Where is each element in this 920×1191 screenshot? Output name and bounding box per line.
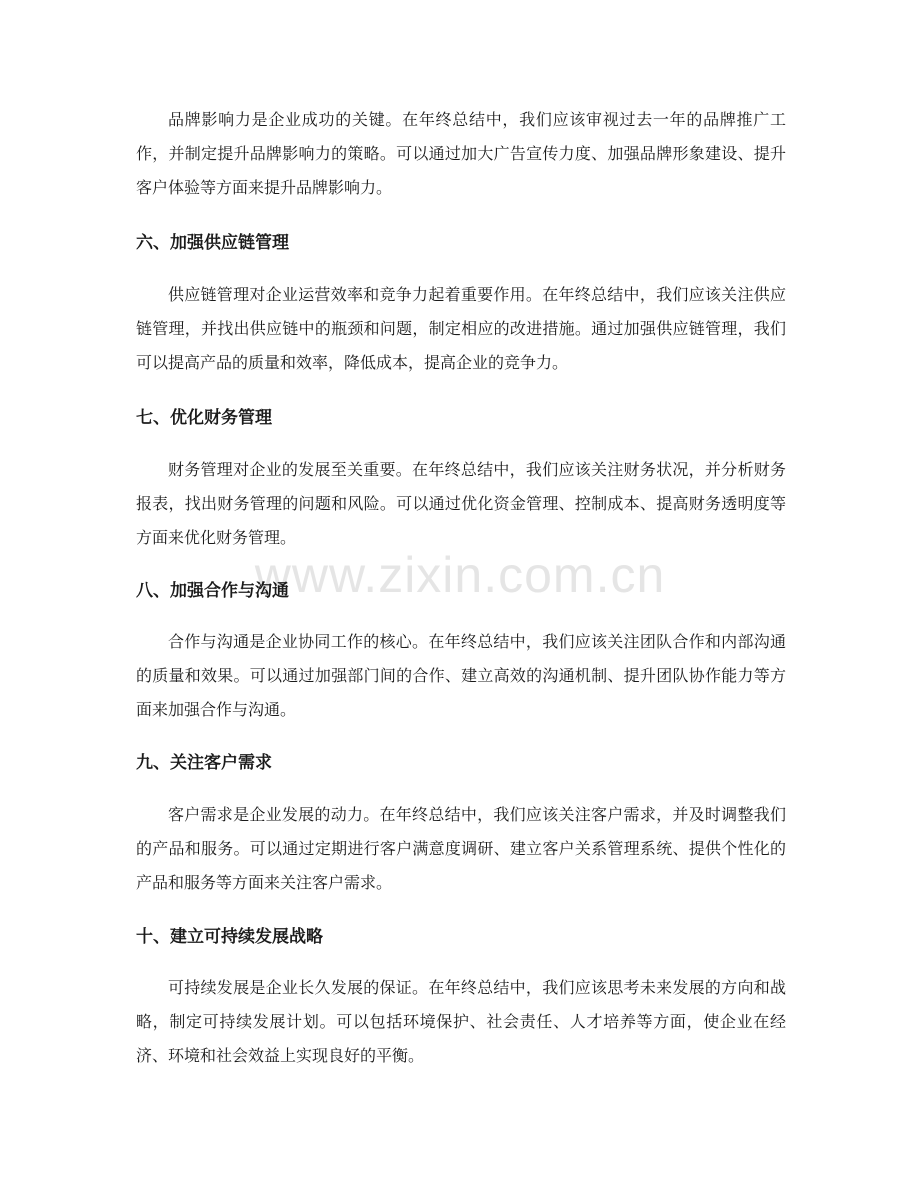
heading-sustainability: 十、建立可持续发展战略 <box>136 927 323 947</box>
heading-customer-needs: 九、关注客户需求 <box>136 753 272 773</box>
paragraph-finance: 财务管理对企业的发展至关重要。在年终总结中，我们应该关注财务状况，并分析财务报表，找出财务管理的问题和风险。可以通过优化资金管理、控制成本、提高财务透明度等方面来优化财务管理。 <box>136 460 786 547</box>
watermark: www.zixin.com.cn <box>254 547 666 603</box>
heading-cooperation: 八、加强合作与沟通 <box>136 581 289 601</box>
paragraph-sustainability: 可持续发展是企业长久发展的保证。在年终总结中，我们应该思考未来发展的方向和战略，制定可持续发展计划。可以包括环境保护、社会责任、人才培养等方面，使企业在经济、环境和社会效益上实现良好的平衡。 <box>136 978 786 1065</box>
paragraph-brand-influence: 品牌影响力是企业成功的关键。在年终总结中，我们应该审视过去一年的品牌推广工作，并制定提升品牌影响力的策略。可以通过加大广告宣传力度、加强品牌形象建设、提升客户体验等方面来提升品牌影响力。 <box>136 110 786 197</box>
heading-supply-chain: 六、加强供应链管理 <box>136 233 289 253</box>
paragraph-cooperation: 合作与沟通是企业协同工作的核心。在年终总结中，我们应该关注团队合作和内部沟通的质量和效果。可以通过加强部门间的合作、建立高效的沟通机制、提升团队协作能力等方面来加强合作与沟通。 <box>136 632 786 719</box>
paragraph-supply-chain: 供应链管理对企业运营效率和竞争力起着重要作用。在年终总结中，我们应该关注供应链管理，并找出供应链中的瓶颈和问题，制定相应的改进措施。通过加强供应链管理，我们可以提高产品的质量和效率，降低成本，提高企业的竞争力。 <box>136 285 786 372</box>
heading-finance: 七、优化财务管理 <box>136 408 272 428</box>
paragraph-customer-needs: 客户需求是企业发展的动力。在年终总结中，我们应该关注客户需求，并及时调整我们的产品和服务。可以通过定期进行客户满意度调研、建立客户关系管理系统、提供个性化的产品和服务等方面来关注客户需求。 <box>136 805 786 892</box>
